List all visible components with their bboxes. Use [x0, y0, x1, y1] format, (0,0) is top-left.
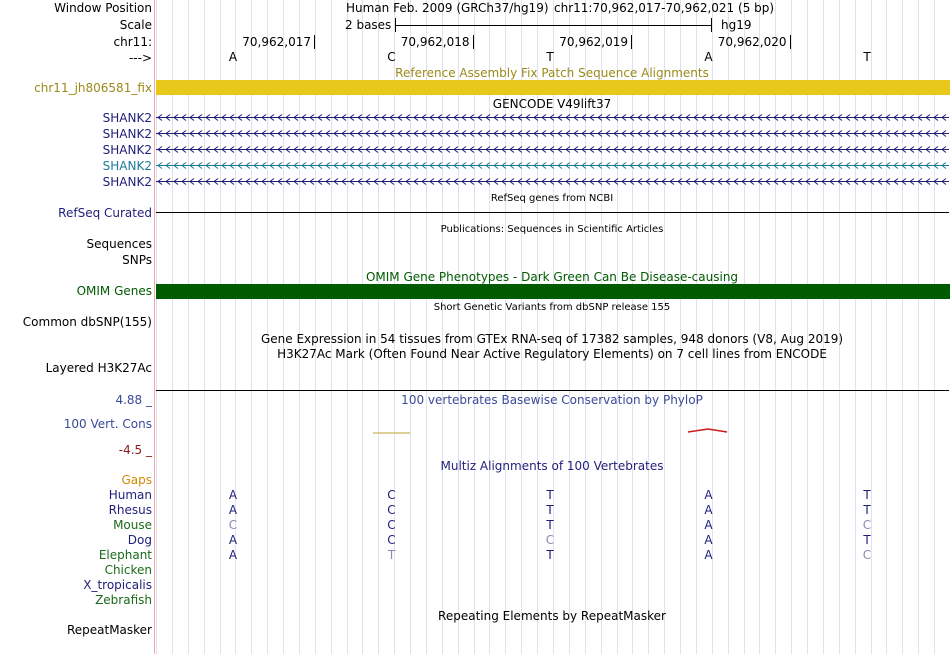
shank2-transcript-1-label[interactable]: SHANK2 [102, 111, 152, 125]
grid-line [934, 0, 935, 654]
grid-line [410, 0, 411, 654]
grid-line [347, 0, 348, 654]
species-dog-label: Dog [127, 533, 152, 547]
track-label-divider [154, 0, 155, 654]
rhesus-aligned-base: T [546, 503, 554, 517]
species-xtropicalis-label: X_tropicalis [83, 578, 152, 592]
grid-line [886, 0, 887, 654]
gencode-track-title: GENCODE V49lift37 [492, 97, 612, 111]
ruler-tick [473, 35, 474, 49]
grid-line [315, 0, 316, 654]
human-aligned-base: C [387, 488, 396, 502]
species-human-label: Human [108, 488, 152, 502]
species-rhesus-label: Rhesus [108, 503, 152, 517]
ruler-tick [631, 35, 632, 49]
scale-bar [395, 18, 712, 32]
publications-track-title: Publications: Sequences in Scientific Articles [440, 224, 664, 235]
shank2-transcript-line[interactable] [156, 177, 949, 186]
grid-line [442, 0, 443, 654]
grid-line [807, 0, 808, 654]
mouse-aligned-base: C [387, 518, 396, 532]
grid-line [489, 0, 490, 654]
grid-line [426, 0, 427, 654]
mouse-aligned-base: T [546, 518, 554, 532]
species-mouse-label: Mouse [113, 518, 152, 532]
shank2-transcript-line[interactable] [156, 129, 949, 138]
human-aligned-base: A [704, 488, 713, 502]
window-position-value: chr11:70,962,017-70,962,021 (5 bp) [554, 1, 775, 15]
reference-base: A [228, 50, 238, 64]
refseq-gene-line[interactable] [156, 212, 949, 213]
grid-line [648, 0, 649, 654]
grid-line [632, 0, 633, 654]
human-aligned-base: T [863, 488, 871, 502]
grid-line [680, 0, 681, 654]
grid-line [744, 0, 745, 654]
gtex-track-title: Gene Expression in 54 tissues from GTEx RNA-seq of 17382 samples, 948 donors (V8, Aug 2019) [260, 332, 844, 346]
repeatmasker-track-title: Repeating Elements by RepeatMasker [438, 609, 666, 623]
grid-line [664, 0, 665, 654]
shank2-transcript-line[interactable] [156, 145, 949, 154]
grid-line [299, 0, 300, 654]
grid-line [855, 0, 856, 654]
grid-line [902, 0, 903, 654]
rhesus-aligned-base: T [863, 503, 871, 517]
h3k27ac-track-label[interactable]: Layered H3K27Ac [45, 361, 152, 375]
h3k27ac-track-title: H3K27Ac Mark (Often Found Near Active Regulatory Elements) on 7 cell lines from ENCODE [277, 347, 827, 361]
grid-line [696, 0, 697, 654]
mouse-aligned-base: A [704, 518, 713, 532]
grid-line [759, 0, 760, 654]
sequences-track-label[interactable]: Sequences [86, 237, 152, 251]
scale-label: Scale [119, 18, 152, 32]
scale-text: 2 bases [345, 18, 392, 32]
grid-line [220, 0, 221, 654]
refseq-track-label[interactable]: RefSeq Curated [58, 206, 152, 220]
elephant-aligned-base: T [546, 548, 554, 562]
grid-line [331, 0, 332, 654]
grid-line [775, 0, 776, 654]
mouse-aligned-base: C [228, 518, 238, 532]
elephant-aligned-base: C [862, 548, 872, 562]
grid-line [378, 0, 379, 654]
dog-aligned-base: C [545, 533, 555, 547]
assembly-name: Human Feb. 2009 (GRCh37/hg19) [346, 1, 549, 15]
strand-toggle[interactable]: ---> [128, 51, 152, 65]
ruler-tick [314, 35, 315, 49]
h3k27ac-baseline [156, 390, 949, 391]
snps-track-label[interactable]: SNPs [122, 253, 152, 267]
elephant-aligned-base: A [228, 548, 238, 562]
grid-line [791, 0, 792, 654]
dbsnp-track-title: Short Genetic Variants from dbSNP release 155 [433, 302, 671, 313]
elephant-aligned-base: T [387, 548, 396, 562]
phylop-signal [156, 420, 950, 440]
reference-base: T [546, 50, 554, 64]
grid-line [283, 0, 284, 654]
rhesus-aligned-base: C [387, 503, 396, 517]
grid-line [839, 0, 840, 654]
ruler-position-label: 70,962,019 [559, 35, 628, 49]
shank2-transcript-line[interactable] [156, 113, 949, 122]
species-elephant-label: Elephant [98, 548, 152, 562]
ruler-position-label: 70,962,017 [242, 35, 311, 49]
grid-line [458, 0, 459, 654]
human-aligned-base: T [546, 488, 554, 502]
dog-aligned-base: T [863, 533, 871, 547]
dog-aligned-base: A [704, 533, 713, 547]
grid-line [156, 0, 157, 654]
scale-db: hg19 [721, 18, 752, 32]
phylop-max-label: 4.88 _ [115, 393, 152, 407]
grid-line [267, 0, 268, 654]
phylop-peak-segment [688, 429, 727, 432]
refseq-track-title: RefSeq genes from NCBI [490, 193, 614, 204]
reference-base: T [863, 50, 871, 64]
omim-track-title: OMIM Gene Phenotypes - Dark Green Can Be Disease-causing [365, 270, 739, 284]
shank2-transcript-2-label[interactable]: SHANK2 [102, 127, 152, 141]
fix-patch-track-label[interactable]: chr11_jh806581_fix [34, 81, 152, 95]
mouse-aligned-base: C [862, 518, 872, 532]
omim-track-label[interactable]: OMIM Genes [76, 284, 152, 298]
grid-line [728, 0, 729, 654]
species-chicken-label: Chicken [104, 563, 152, 577]
fix-patch-track-title: Reference Assembly Fix Patch Sequence Alignments [395, 66, 709, 80]
window-position-label: Window Position [54, 1, 152, 15]
shank2-transcript-5-label[interactable]: SHANK2 [102, 175, 152, 189]
grid-line [204, 0, 205, 654]
ruler-position-label: 70,962,020 [717, 35, 787, 49]
grid-line [474, 0, 475, 654]
dog-aligned-base: A [228, 533, 238, 547]
dbsnp-track-label[interactable]: Common dbSNP(155) [22, 315, 152, 329]
grid-line [172, 0, 173, 654]
phylop-min-label: -4.5 _ [118, 443, 152, 457]
reference-base: C [387, 50, 396, 64]
grid-line [188, 0, 189, 654]
gaps-label: Gaps [121, 473, 152, 487]
multiz-track-title: Multiz Alignments of 100 Vertebrates [440, 459, 664, 473]
phylop-track-title: 100 vertebrates Basewise Conservation by PhyloP [401, 393, 703, 407]
reference-base: A [704, 50, 713, 64]
rhesus-aligned-base: A [704, 503, 713, 517]
shank2-transcript-line[interactable] [156, 161, 949, 170]
grid-line [617, 0, 618, 654]
rhesus-aligned-base: A [228, 503, 238, 517]
grid-line [823, 0, 824, 654]
grid-line [362, 0, 363, 654]
shank2-transcript-3-label[interactable]: SHANK2 [102, 143, 152, 157]
grid-line [918, 0, 919, 654]
repeatmasker-track-label[interactable]: RepeatMasker [66, 623, 152, 637]
omim-gene-bar[interactable] [156, 284, 950, 299]
elephant-aligned-base: A [704, 548, 713, 562]
shank2-transcript-4-label[interactable]: SHANK2 [102, 159, 152, 173]
ruler-tick [790, 35, 791, 49]
human-aligned-base: A [228, 488, 238, 502]
dog-aligned-base: C [387, 533, 396, 547]
conservation-track-label[interactable]: 100 Vert. Cons [63, 417, 152, 431]
ruler-position-label: 70,962,018 [400, 35, 470, 49]
chrom-label: chr11: [113, 35, 152, 49]
fix-patch-alignment-bar[interactable] [156, 80, 950, 95]
grid-line [251, 0, 252, 654]
species-zebrafish-label: Zebrafish [95, 593, 152, 607]
